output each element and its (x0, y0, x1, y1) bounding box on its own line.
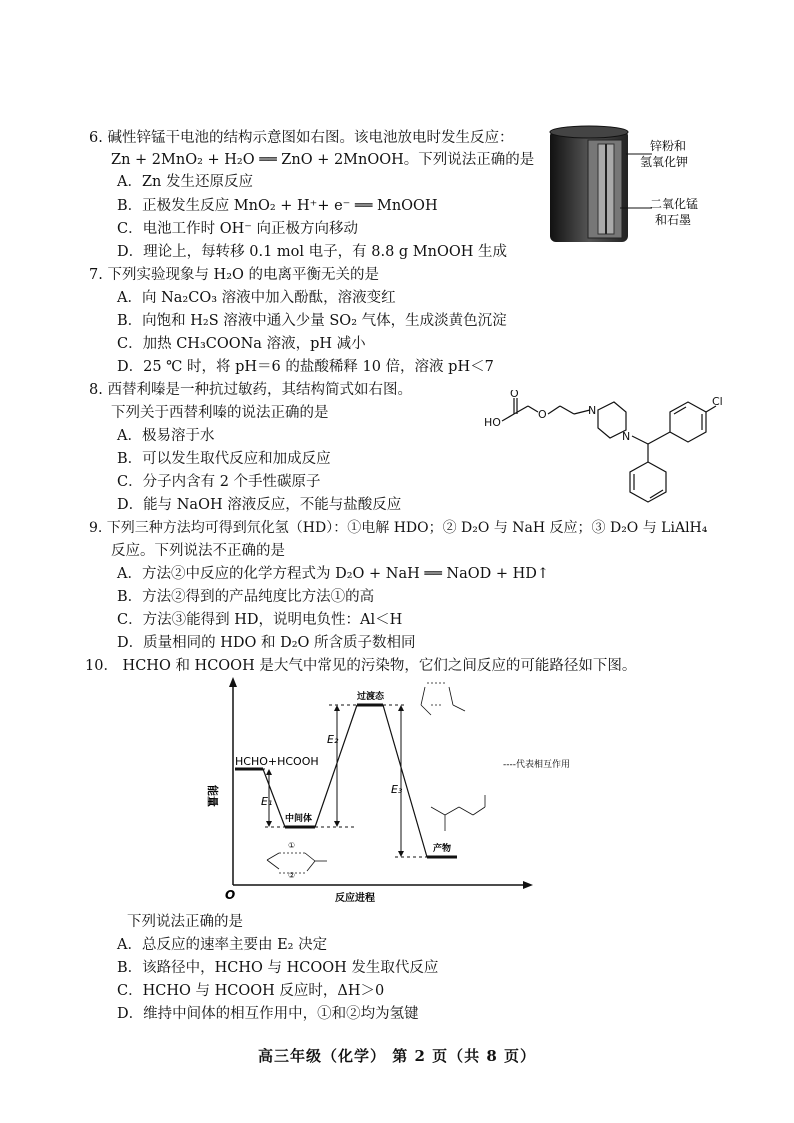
mark-2: ② (288, 871, 296, 880)
q9-stem-line2: 反应。下列说法不正确的是 (111, 543, 285, 559)
q10-stem-line2: 下列说法正确的是 (127, 914, 243, 930)
transition-structure (421, 683, 465, 715)
q6-option-d: D．理论上，每转移 0.1 mol 电子，有 8.8 g MnOOH 生成 (117, 244, 508, 260)
q6-option-c: C．电池工作时 OH⁻ 向正极方向移动 (117, 221, 358, 237)
q8-option-a: A．极易溶于水 (117, 428, 215, 444)
battery-label-2a: 二氧化锰 (650, 197, 699, 211)
q9-stem-line1: 9. 下列三种方法均可得到氘化氢（HD）：①电解 HDO；② D₂O 与 NaH 反应；③ D₂O 与 LiAlH₄ (89, 520, 708, 536)
q9-option-d: D．质量相同的 HDO 和 D₂O 所含质子数相同 (117, 635, 416, 651)
q9-option-c: C．方法③能得到 HD，说明电负性：Al＜H (117, 612, 403, 628)
phenyl-ring (630, 462, 666, 502)
q7-option-a: A．向 Na₂CO₃ 溶液中加入酚酞，溶液变红 (117, 290, 396, 306)
ho-label: HO (484, 416, 501, 429)
y-axis-arrow (229, 677, 237, 687)
intermediate-label: 中间体 (285, 814, 313, 824)
q10-option-d: D．维持中间体的相互作用中，①和②均为氢键 (117, 1006, 419, 1022)
y-axis-label: 能量 (206, 785, 219, 807)
e1-label: E₁ (261, 795, 273, 808)
q8-stem-line1: 8. 西替利嗪是一种抗过敏药，其结构简式如右图。 (89, 382, 412, 398)
cetirizine-structure (480, 390, 730, 510)
battery-figure (540, 122, 730, 250)
chlorophenyl-ring (670, 402, 706, 442)
battery-label-1a: 锌粉和 (650, 139, 687, 153)
page-footer: 高三年级（化学） 第 2 页（共 8 页） (258, 1047, 536, 1065)
q7-option-c: C．加热 CH₃COONa 溶液，pH 减小 (117, 336, 366, 352)
origin-label: O (225, 888, 236, 902)
q9-option-b: B．方法②得到的产品纯度比方法①的高 (117, 589, 375, 605)
q8-stem-line2: 下列关于西替利嗪的说法正确的是 (111, 405, 329, 421)
q8-option-c: C．分子内含有 2 个手性碳原子 (117, 474, 321, 490)
o-label-carbonyl: O (510, 390, 519, 400)
q8-option-b: B．可以发生取代反应和加成反应 (117, 451, 331, 467)
battery-label-2b: 和石墨 (655, 213, 692, 227)
x-axis-label: 反应进程 (335, 893, 375, 904)
o-label-ether: O (538, 408, 547, 421)
q6-option-b: B．正极发生反应 MnO₂ + H⁺+ e⁻ ══ MnOOH (117, 198, 438, 214)
energy-diagram (195, 675, 615, 910)
q9-option-a: A．方法②中反应的化学方程式为 D₂O + NaH ══ NaOD + HD↑ (117, 566, 550, 582)
q6-stem-line1: 6. 碱性锌锰干电池的结构示意图如右图。该电池放电时发生反应： (89, 130, 514, 146)
reactants-label: HCHO+HCOOH (235, 755, 319, 768)
transition-label: 过渡态 (357, 692, 385, 702)
q6-stem-line2: Zn + 2MnO₂ + H₂O ══ ZnO + 2MnOOH。下列说法正确的是 (111, 152, 535, 168)
product-structure (431, 795, 485, 831)
q10-option-b: B．该路径中，HCHO 与 HCOOH 发生取代反应 (117, 960, 439, 976)
x-axis-arrow (523, 881, 533, 889)
n-label-1: N (588, 404, 597, 417)
q10-option-c: C．HCHO 与 HCOOH 反应时，ΔH＞0 (117, 983, 385, 999)
e2-label: E₂ (327, 733, 339, 746)
q10-option-a: A．总反应的速率主要由 E₂ 决定 (117, 937, 328, 953)
q7-stem: 7. 下列实验现象与 H₂O 的电离平衡无关的是 (89, 267, 380, 283)
q7-option-b: B．向饱和 H₂S 溶液中通入少量 SO₂ 气体，生成淡黄色沉淀 (117, 313, 507, 329)
n-label-2: N (622, 430, 631, 443)
legend-label: ----代表相互作用 (503, 760, 570, 770)
q6-option-a: A．Zn 发生还原反应 (117, 174, 253, 190)
intermediate-structure (267, 841, 327, 880)
q10-stem: 10． HCHO 和 HCOOH 是大气中常见的污染物，它们之间反应的可能路径如下图。 (85, 658, 637, 674)
product-label: 产物 (433, 844, 452, 854)
q8-option-d: D．能与 NaOH 溶液反应，不能与盐酸反应 (117, 497, 402, 513)
e3-label: E₃ (391, 783, 403, 796)
cl-label: Cl (712, 395, 723, 408)
battery-label-1b: 氢氧化钾 (640, 155, 689, 169)
mark-1: ① (288, 841, 296, 850)
q7-option-d: D．25 ℃ 时，将 pH＝6 的盐酸稀释 10 倍，溶液 pH＜7 (117, 359, 494, 375)
